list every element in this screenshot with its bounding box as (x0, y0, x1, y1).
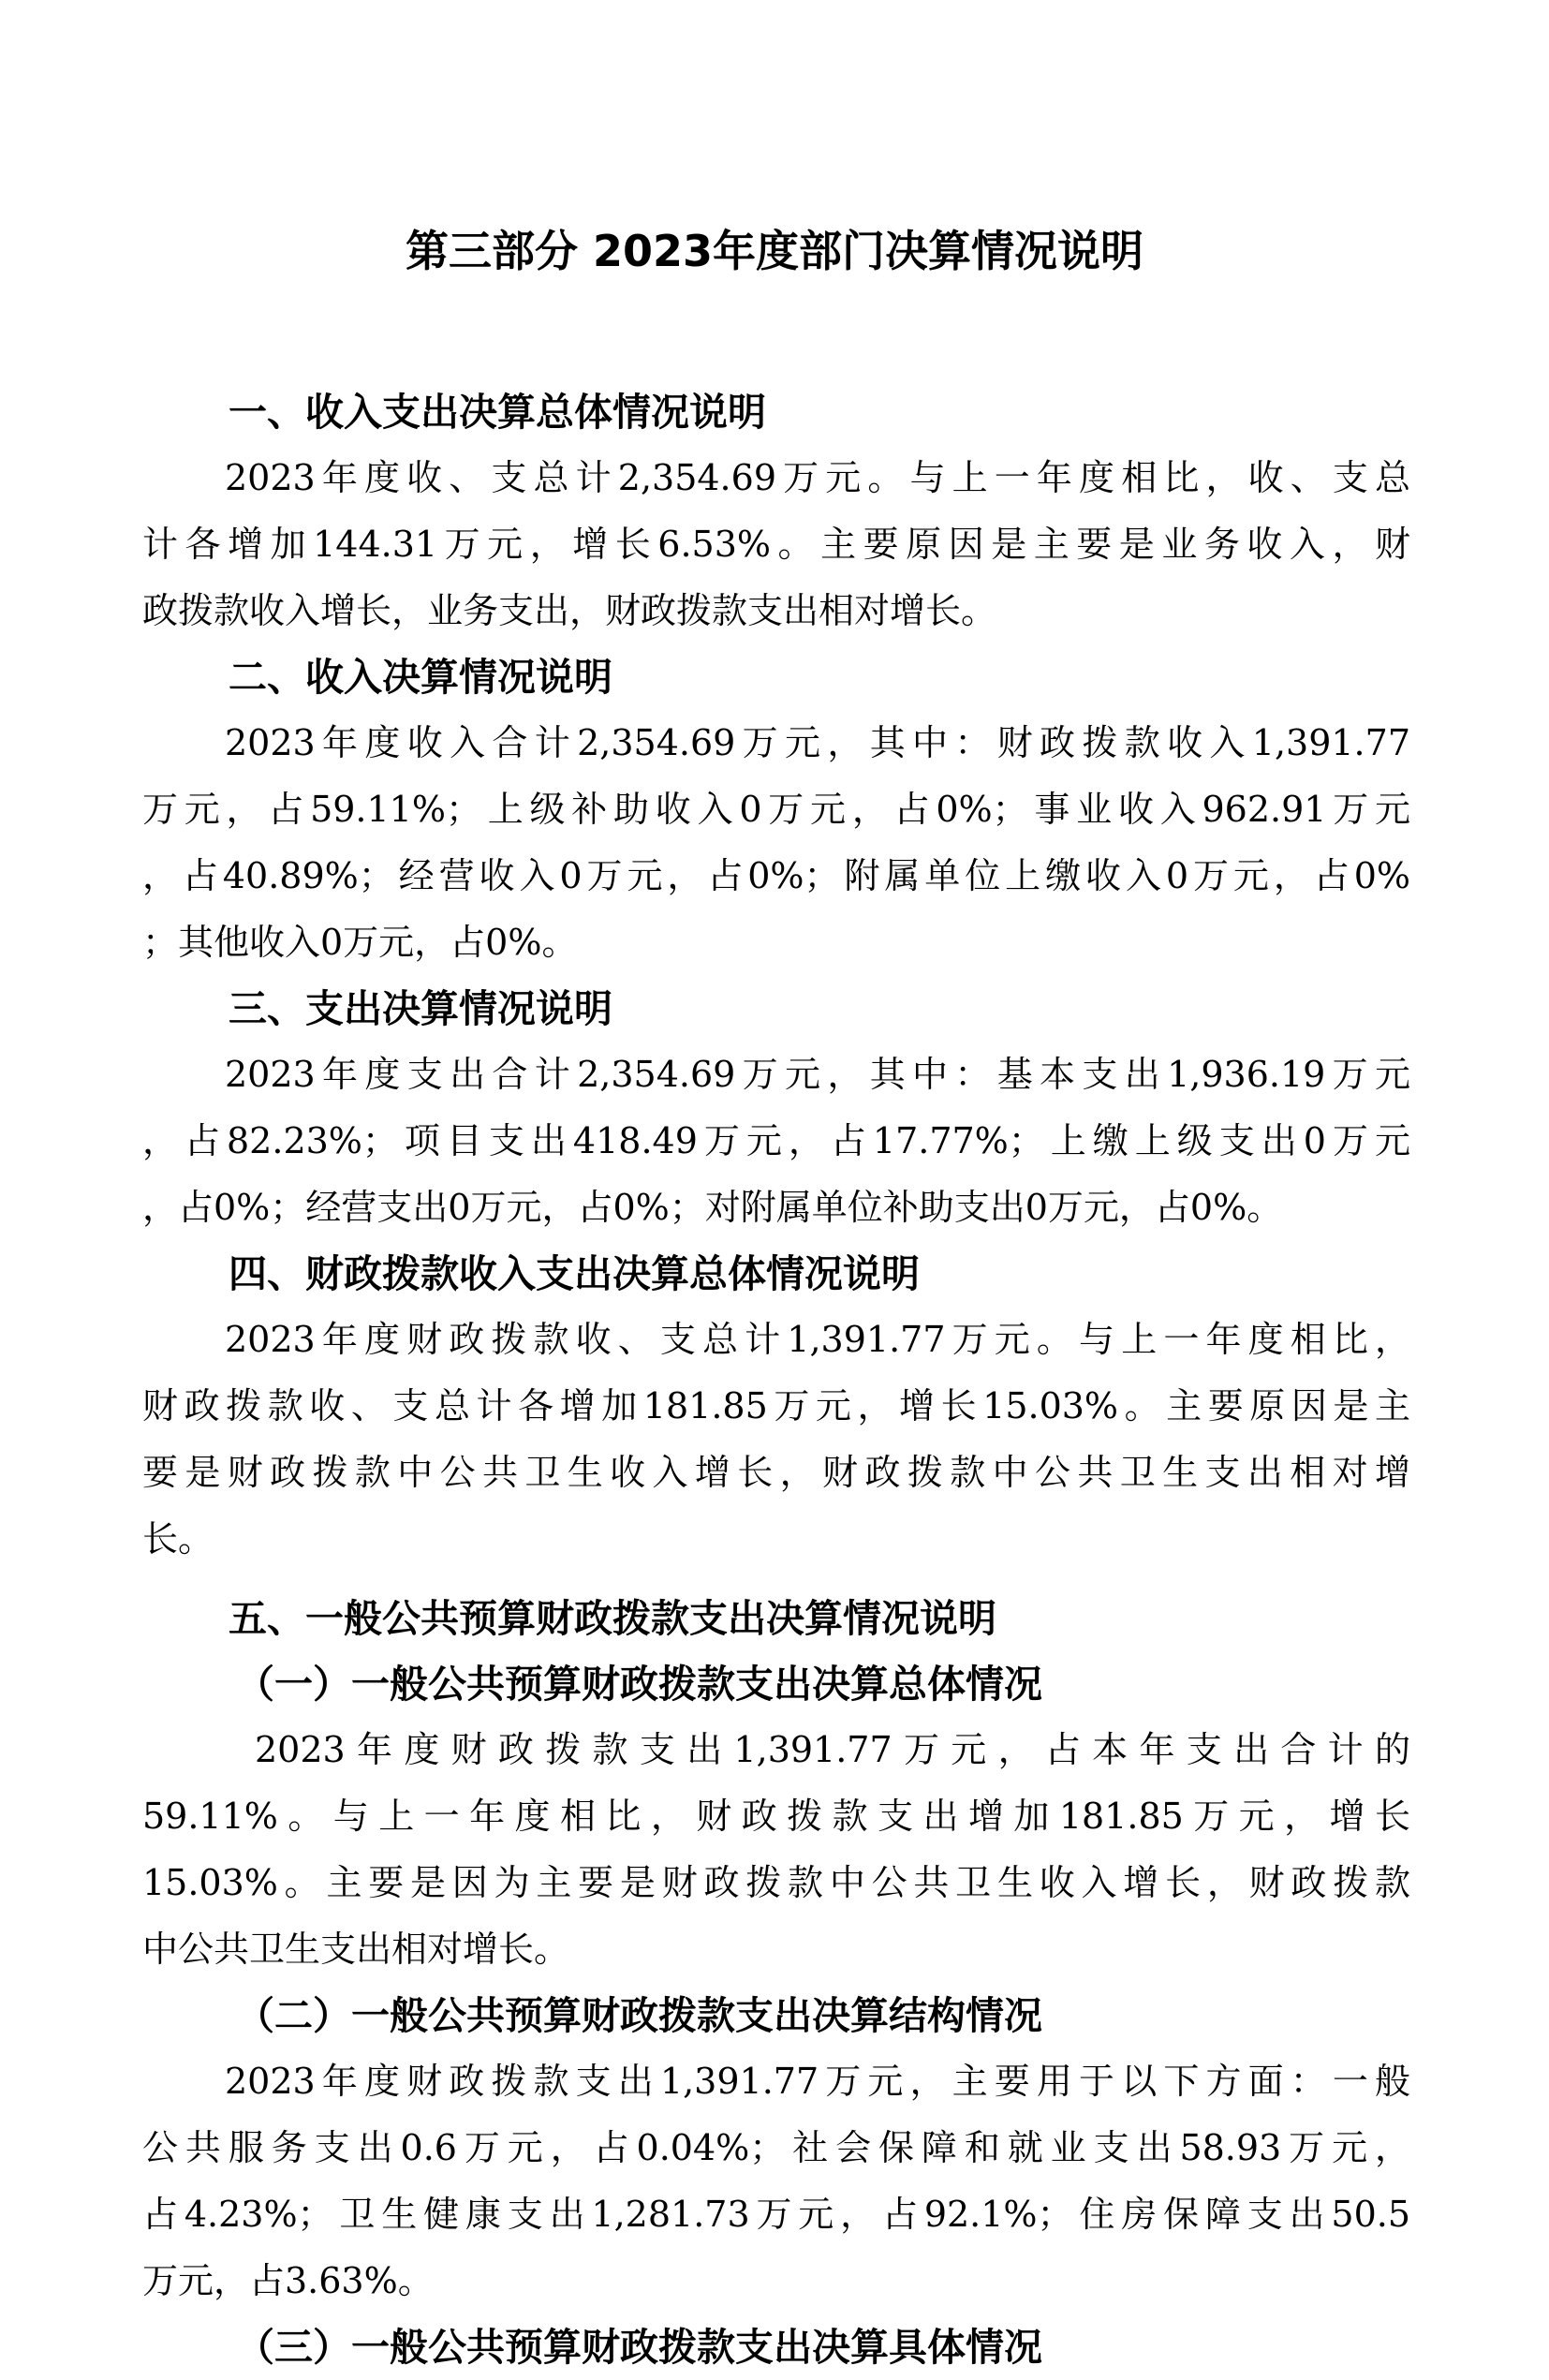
paragraph-line: 2023年度支出合计2,354.69万元，其中：基本支出1,936.19万元 (225, 1054, 1410, 1095)
paragraph-line: 中公共卫生支出相对增长。 (142, 1929, 570, 1970)
paragraph-line: 2023年度收、支总计2,354.69万元。与上一年度相比，收、支总 (225, 457, 1410, 498)
paragraph-line: 要是财政拨款中公共卫生收入增长，财政拨款中公共卫生支出相对增 (142, 1452, 1410, 1493)
paragraph-line: 公共服务支出0.6万元，占0.04%；社会保障和就业支出58.93万元， (142, 2127, 1410, 2168)
section-paragraph-3 (142, 1042, 1410, 1241)
page-title: 第三部分 2023年度部门决算情况说明 (405, 226, 1144, 276)
paragraph-line: 政拨款收入增长，业务支出，财政拨款支出相对增长。 (142, 590, 997, 631)
paragraph-line: ，占0%；经营支出0万元，占0%；对附属单位补助支出0万元，占0%。 (142, 1187, 1283, 1228)
paragraph-line: ；其他收入0万元，占0%。 (142, 922, 578, 963)
paragraph-line: 万元，占59.11%；上级补助收入0万元，占0%；事业收入962.91万元 (142, 789, 1410, 830)
paragraph-line: 万元，占3.63%。 (142, 2260, 434, 2301)
paragraph-line: 15.03%。主要是因为主要是财政拨款中公共卫生收入增长，财政拨款 (142, 1862, 1410, 1903)
subsection-heading-2: （二）一般公共预算财政拨款支出决算结构情况 (236, 1993, 1042, 2038)
paragraph-line: 2023年度财政拨款支出1,391.77万元，主要用于以下方面：一般 (225, 2061, 1410, 2102)
section-heading-4: 四、财政拨款收入支出决算总体情况说明 (229, 1251, 920, 1296)
section-paragraph-1 (142, 445, 1410, 644)
paragraph-line: 占4.23%；卫生健康支出1,281.73万元，占92.1%；住房保障支出50.5 (142, 2194, 1410, 2235)
paragraph-line: 长。 (142, 1518, 214, 1560)
paragraph-line: 2023年度财政拨款收、支总计1,391.77万元。与上一年度相比， (225, 1319, 1410, 1360)
section-paragraph-4 (142, 1307, 1410, 1573)
section-heading-1: 一、收入支出决算总体情况说明 (229, 390, 766, 435)
subsection-paragraph-2 (142, 2048, 1410, 2314)
section-paragraph-2 (142, 710, 1410, 976)
paragraph-line: ，占82.23%；项目支出418.49万元，占17.77%；上缴上级支出0万元 (142, 1120, 1410, 1161)
section-heading-2: 二、收入决算情况说明 (229, 655, 612, 700)
paragraph-line: 2023年度收入合计2,354.69万元，其中：财政拨款收入1,391.77 (225, 722, 1410, 763)
subsection-heading-3: （三）一般公共预算财政拨款支出决算具体情况 (236, 2325, 1042, 2370)
paragraph-line: ，占40.89%；经营收入0万元，占0%；附属单位上缴收入0万元，占0% (142, 855, 1410, 896)
section-heading-5: 五、一般公共预算财政拨款支出决算情况说明 (229, 1596, 996, 1641)
subsection-heading-1: （一）一般公共预算财政拨款支出决算总体情况 (236, 1662, 1042, 1707)
subsection-paragraph-1 (142, 1717, 1410, 1983)
paragraph-line: 2023年度财政拨款支出1,391.77万元，占本年支出合计的 (255, 1729, 1410, 1770)
paragraph-line: 计各增加144.31万元，增长6.53%。主要原因是主要是业务收入，财 (142, 524, 1410, 565)
document-body (142, 379, 1410, 2380)
paragraph-line: 财政拨款收、支总计各增加181.85万元，增长15.03%。主要原因是主 (142, 1385, 1410, 1427)
section-heading-3: 三、支出决算情况说明 (229, 986, 612, 1031)
paragraph-line: 59.11%。与上一年度相比，财政拨款支出增加181.85万元，增长 (142, 1796, 1410, 1837)
